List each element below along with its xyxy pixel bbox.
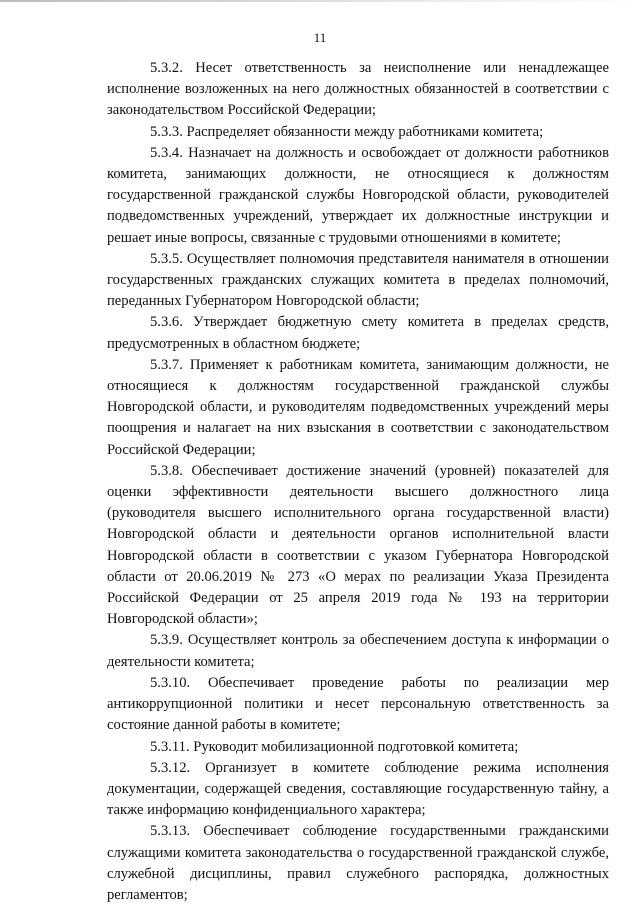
paragraph-5-3-4: 5.3.4. Назначает на должность и освобождает от должности работников комитета, занимающих должности, не относящиеся к должностям государственной гражданской службы Новгородской области, руководителей подведомственных учреждений, утверждает их должностные инструкции и решает иные вопросы, связанные с трудовыми отношениями в комитете; (107, 144, 609, 246)
paragraph-5-3-2: 5.3.2. Несет ответственность за неисполнение или ненадлежащее исполнение возложенных на него должностных обязанностей в соответствии с законодательством Российской Федерации; (107, 60, 609, 119)
paragraph-5-3-11: 5.3.11. Руководит мобилизационной подготовкой комитета; (150, 738, 519, 755)
paragraph-5-3-6: 5.3.6. Утверждает бюджетную смету комитета в пределах средств, предусмотренных в областном бюджете; (107, 314, 609, 352)
document-body (107, 58, 609, 906)
paragraph-5-3-3: 5.3.3. Распределяет обязанности между работниками комитета; (150, 123, 544, 140)
paragraph-5-3-5: 5.3.5. Осуществляет полномочия представителя нанимателя в отношении государственных гражданских служащих комитета в пределах полномочий, переданных Губернатором Новгородской области; (107, 250, 609, 310)
paragraph-5-3-10: 5.3.10. Обеспечивает проведение работы по реализации мер антикоррупционной политики и несет персональную ответственность за состояние данной работы в комитете; (107, 674, 609, 734)
scan-top-edge (0, 0, 640, 2)
paragraph-5-3-7: 5.3.7. Применяет к работникам комитета, занимающим должности, не относящиеся к должностям государственной гражданской службы Новгородской области, и руководителям подведомственных учреждений меры поощрения и налагает на них взыскания в соответствии с законодательством Российской Федерации; (107, 356, 609, 458)
paragraph-5-3-12: 5.3.12. Организует в комитете соблюдение режима исполнения документации, содержащей сведения, составляющие государственную тайну, а также информацию конфиденциального характера; (107, 759, 609, 819)
paragraph-5-3-9: 5.3.9. Осуществляет контроль за обеспечением доступа к информации о деятельности комитета; (107, 632, 609, 670)
paragraph-5-3-13: 5.3.13. Обеспечивает соблюдение государственными гражданскими служащими комитета законодательства о государственной гражданской службе, служебной дисциплины, правил служебного распорядка, должностных регламентов; (107, 823, 609, 903)
paragraph-5-3-8: 5.3.8. Обеспечивает достижение значений (уровней) показателей для оценки эффективности деятельности высшего должностного лица (руководителя высшего исполнительного органа государственной власти) Новгородской области и деятельности органов исполнительной власти Новгородской области в соответствии с указом Губернатора Новгородской области от 20.06.2019 № 273 «О мерах по реализации Указа Президента Российской Федерации от 25 апреля 2019 года № 193 на территории Новгородской области»; (107, 462, 609, 628)
page-number: 11 (313, 30, 327, 45)
